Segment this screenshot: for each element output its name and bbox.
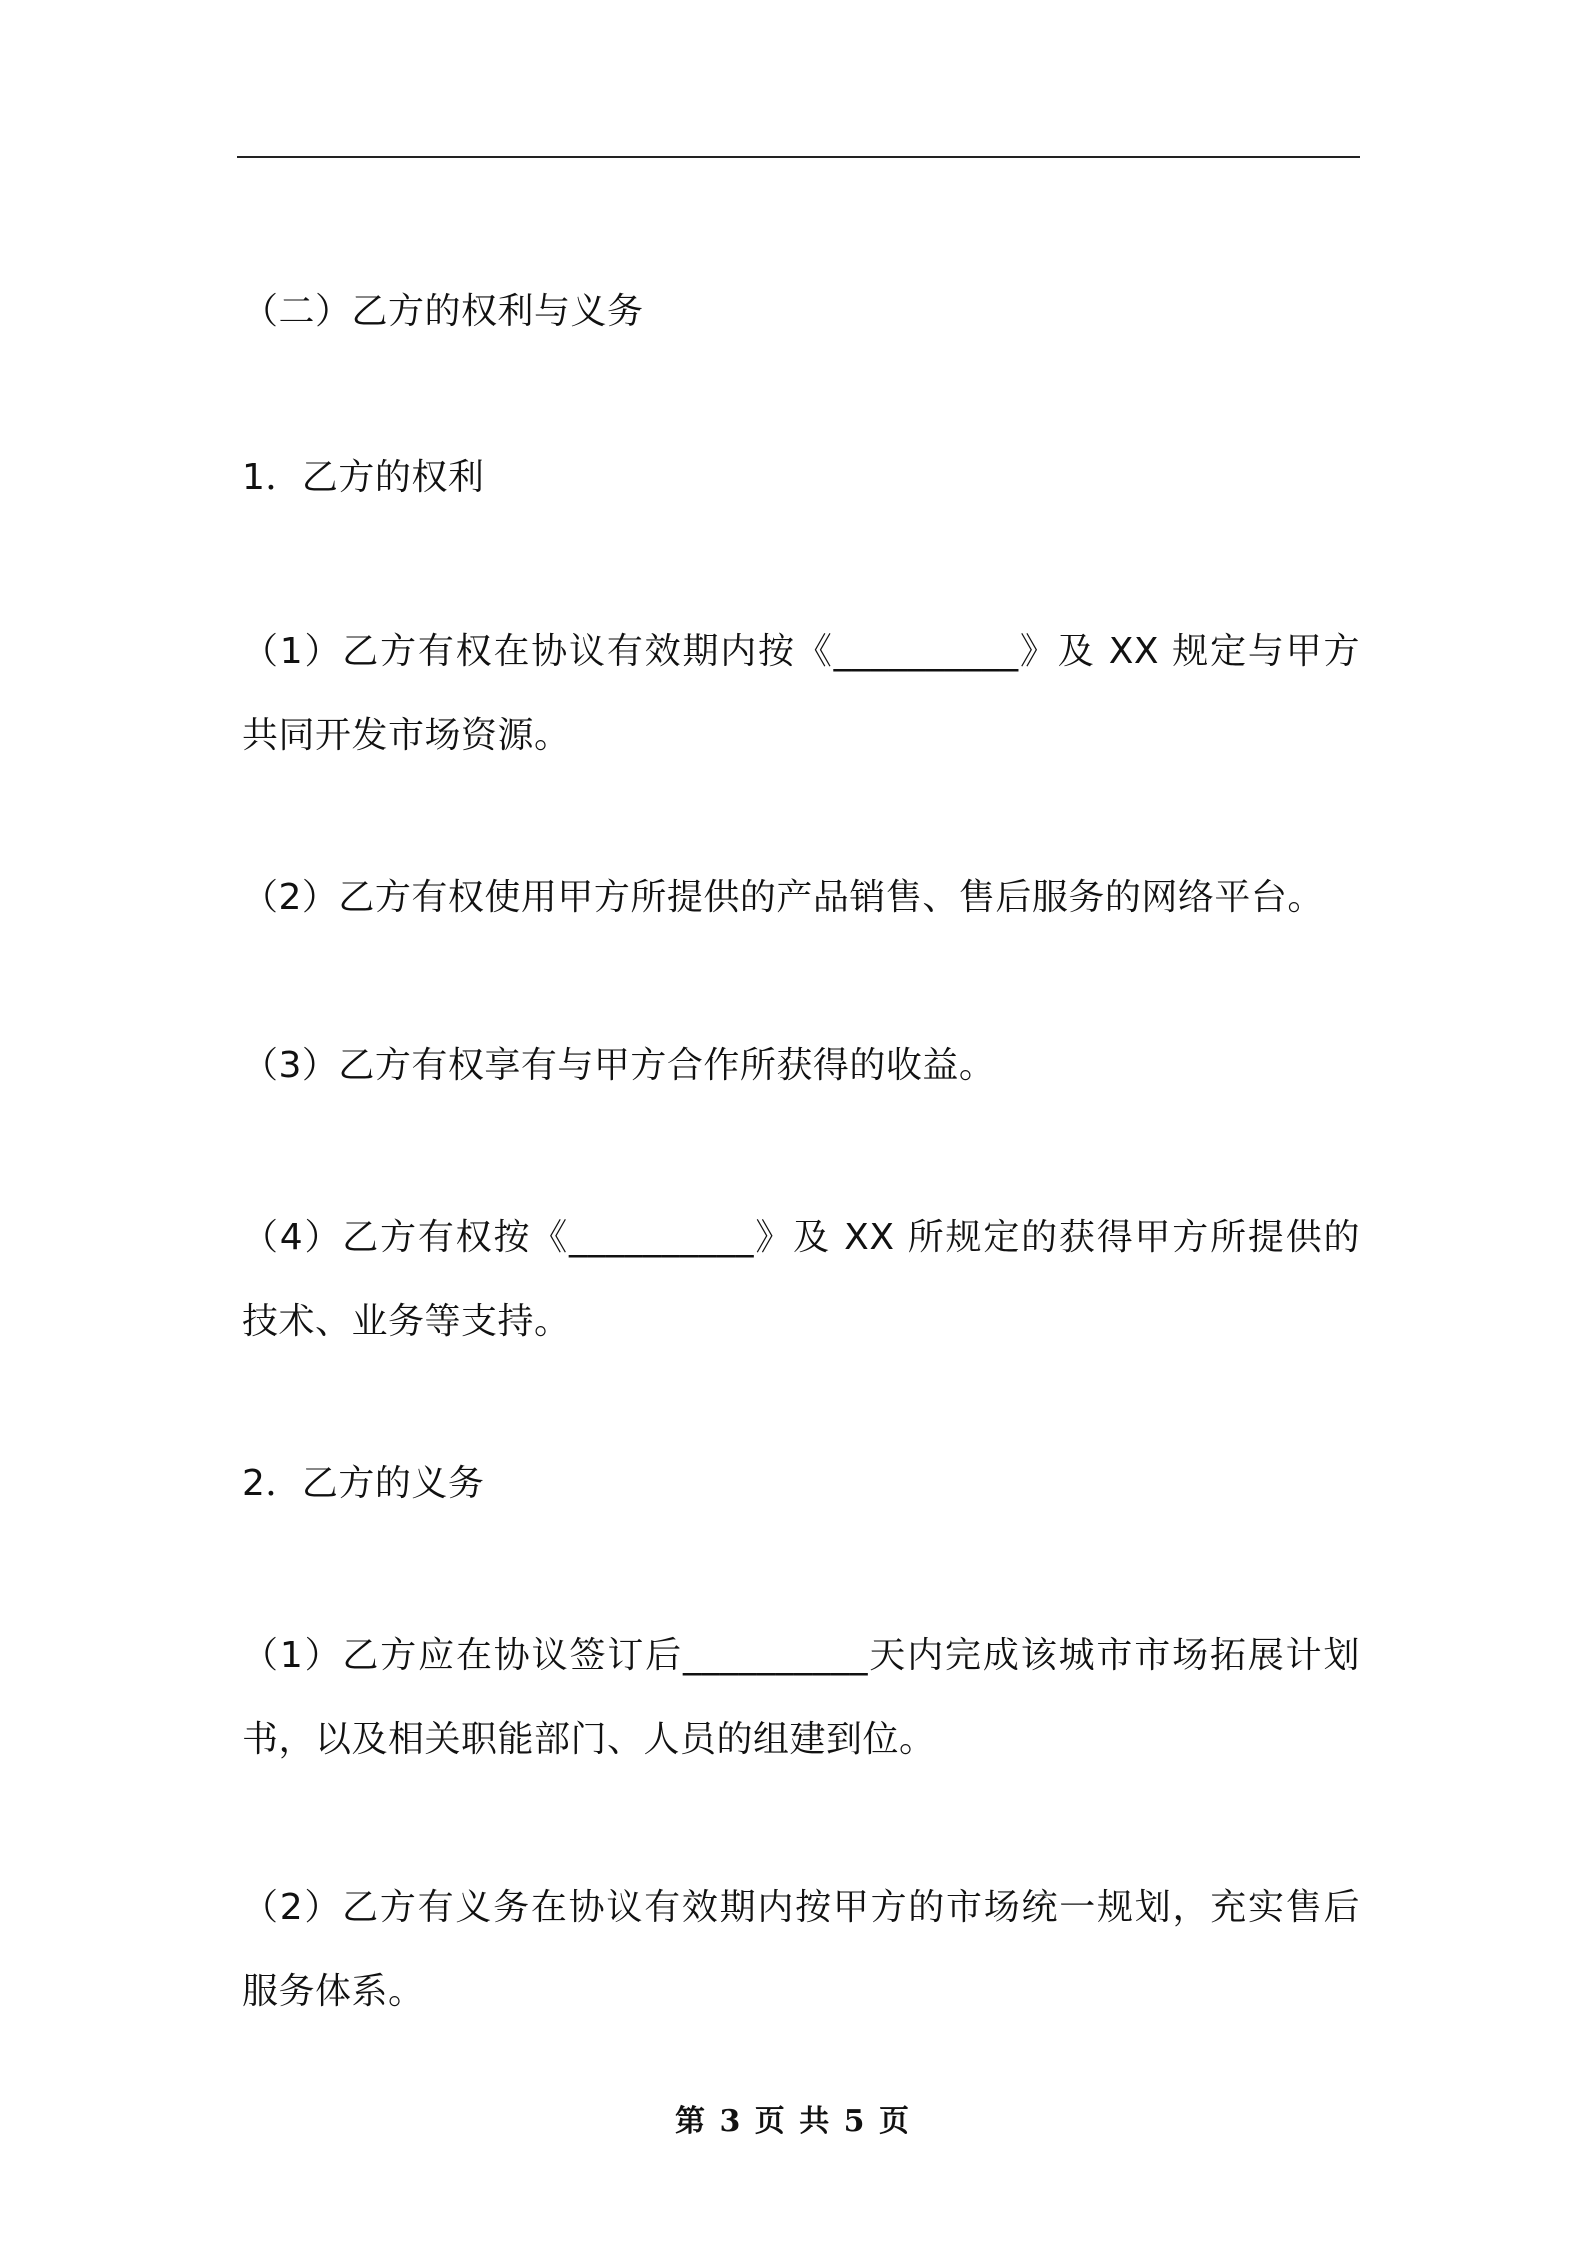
page-number-footer: 第 3 页 共 5 页 (675, 2104, 911, 2139)
section-heading: （二）乙方的权利与义务 (242, 291, 644, 332)
header-rule (237, 156, 1360, 158)
rights-item-1: （1）乙方有权在协议有效期内按《__________》及 XX 规定与甲方共同开发市场资源。 (242, 631, 1360, 756)
duties-item-2: （2）乙方有义务在协议有效期内按甲方的市场统一规划，充实售后服务体系。 (242, 1887, 1360, 2012)
duties-heading: 2．乙方的义务 (242, 1463, 485, 1504)
rights-item-3: （3）乙方有权享有与甲方合作所获得的收益。 (242, 1045, 996, 1086)
rights-item-2: （2）乙方有权使用甲方所提供的产品销售、售后服务的网络平台。 (242, 877, 1324, 918)
rights-item-4: （4）乙方有权按《__________》及 XX 所规定的获得甲方所提供的技术、业务等支持。 (242, 1217, 1360, 1342)
rights-heading: 1．乙方的权利 (242, 457, 485, 498)
duties-item-1: （1）乙方应在协议签订后__________天内完成该城市市场拓展计划书，以及相关职能部门、人员的组建到位。 (242, 1635, 1360, 1760)
